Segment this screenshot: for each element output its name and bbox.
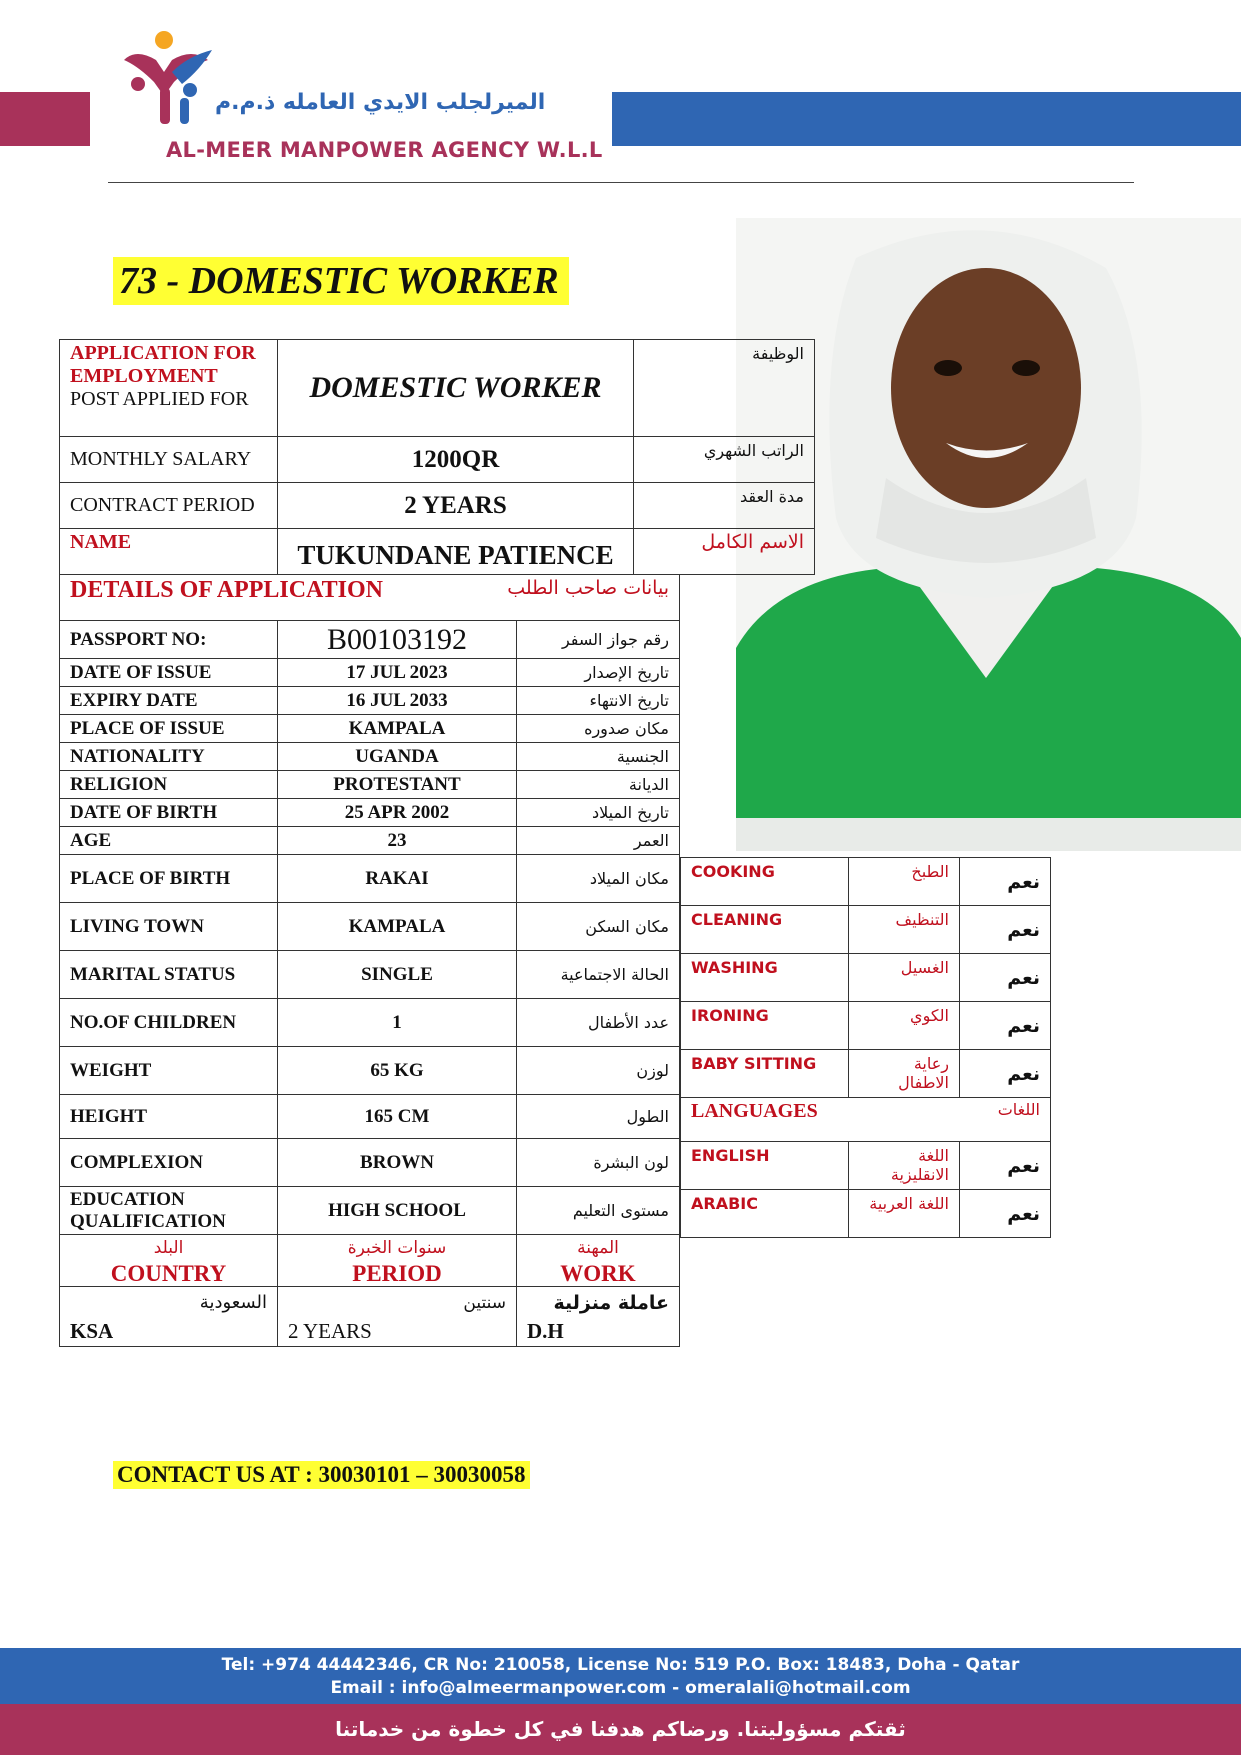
period-value: 2 YEARS bbox=[288, 1318, 372, 1343]
header-divider bbox=[108, 182, 1134, 183]
country-value-arabic: السعودية bbox=[199, 1291, 267, 1313]
details-value: B00103192 bbox=[278, 621, 517, 659]
skill-row bbox=[681, 1142, 1051, 1190]
skill-yes-value: نعم bbox=[960, 906, 1051, 954]
details-arabic-label: مكان السكن bbox=[517, 903, 680, 951]
details-label: PASSPORT NO: bbox=[60, 621, 278, 659]
details-arabic-label: الطول bbox=[517, 1095, 680, 1139]
post-arabic-label: الوظيفة bbox=[634, 340, 815, 437]
details-row bbox=[60, 1047, 680, 1095]
details-label: DATE OF ISSUE bbox=[60, 659, 278, 687]
languages-rows bbox=[681, 1142, 1051, 1238]
details-label: NATIONALITY bbox=[60, 743, 278, 771]
post-label-cell bbox=[60, 340, 278, 437]
details-row bbox=[60, 687, 680, 715]
work-header-arabic: المهنة bbox=[577, 1237, 619, 1258]
footer-info bbox=[0, 1648, 1241, 1704]
details-row bbox=[60, 855, 680, 903]
languages-header-row bbox=[681, 1098, 1051, 1142]
details-label: PLACE OF BIRTH bbox=[60, 855, 278, 903]
details-label: HEIGHT bbox=[60, 1095, 278, 1139]
page-title: 73 - DOMESTIC WORKER bbox=[113, 257, 569, 305]
details-label: EDUCATION QUALIFICATION bbox=[60, 1187, 278, 1235]
details-value: SINGLE bbox=[278, 951, 517, 999]
details-label: RELIGION bbox=[60, 771, 278, 799]
skill-row bbox=[681, 906, 1051, 954]
skill-row bbox=[681, 1190, 1051, 1238]
skill-label: IRONING bbox=[681, 1002, 849, 1050]
footer-slogan: ثقتكم مسؤوليتنا. ورضاكم هدفنا في كل خطوة من خدماتنا bbox=[0, 1704, 1241, 1755]
contact-line: CONTACT US AT : 30030101 – 30030058 bbox=[113, 1461, 530, 1489]
details-heading: DETAILS OF APPLICATION bbox=[70, 577, 383, 603]
name-arabic-label: الاسم الكامل bbox=[634, 529, 815, 575]
details-value: 17 JUL 2023 bbox=[278, 659, 517, 687]
salary-arabic-label: الراتب الشهري bbox=[634, 437, 815, 483]
experience-header-row bbox=[60, 1235, 680, 1287]
details-rows bbox=[60, 621, 680, 1235]
skill-label: BABY SITTING bbox=[681, 1050, 849, 1098]
header-bar-left bbox=[0, 92, 90, 146]
period-value-arabic: سنتين bbox=[463, 1292, 506, 1313]
details-arabic-label: الجنسية bbox=[517, 743, 680, 771]
contract-row bbox=[60, 483, 815, 529]
skill-label: WASHING bbox=[681, 954, 849, 1002]
skill-arabic-label: رعاية الاطفال bbox=[849, 1050, 960, 1098]
skill-arabic-label: اللغة الانقليزية bbox=[849, 1142, 960, 1190]
post-value: DOMESTIC WORKER bbox=[278, 340, 634, 437]
skill-yes-value: نعم bbox=[960, 1142, 1051, 1190]
period-value-cell bbox=[278, 1287, 517, 1347]
company-name-english: AL-MEER MANPOWER AGENCY W.L.L bbox=[166, 138, 603, 162]
skill-arabic-label: الكوي bbox=[849, 1002, 960, 1050]
skill-label: ARABIC bbox=[681, 1190, 849, 1238]
name-row bbox=[60, 529, 815, 575]
languages-arabic-label: اللغات bbox=[997, 1100, 1040, 1119]
skill-row bbox=[681, 858, 1051, 906]
skill-label: ENGLISH bbox=[681, 1142, 849, 1190]
details-label: EXPIRY DATE bbox=[60, 687, 278, 715]
details-value: KAMPALA bbox=[278, 715, 517, 743]
skill-yes-value: نعم bbox=[960, 858, 1051, 906]
salary-value: 1200QR bbox=[278, 437, 634, 483]
name-label: NAME bbox=[60, 529, 278, 575]
details-heading-row bbox=[60, 575, 680, 621]
details-value: 25 APR 2002 bbox=[278, 799, 517, 827]
details-value: 65 KG bbox=[278, 1047, 517, 1095]
name-value: TUKUNDANE PATIENCE bbox=[278, 529, 634, 575]
period-header-arabic: سنوات الخبرة bbox=[347, 1237, 447, 1258]
skill-arabic-label: الطبخ bbox=[849, 858, 960, 906]
details-label: AGE bbox=[60, 827, 278, 855]
details-label: PLACE OF ISSUE bbox=[60, 715, 278, 743]
details-row bbox=[60, 621, 680, 659]
country-header: COUNTRY bbox=[110, 1260, 227, 1286]
salary-row bbox=[60, 437, 815, 483]
header-bar-right bbox=[612, 92, 1241, 146]
work-value-cell bbox=[517, 1287, 680, 1347]
details-value: 16 JUL 2033 bbox=[278, 687, 517, 715]
details-row bbox=[60, 799, 680, 827]
application-table bbox=[59, 339, 815, 575]
details-row bbox=[60, 1095, 680, 1139]
country-value-cell bbox=[60, 1287, 278, 1347]
skill-yes-value: نعم bbox=[960, 954, 1051, 1002]
details-row bbox=[60, 999, 680, 1047]
details-row bbox=[60, 1187, 680, 1235]
details-arabic-label: مكان صدوره bbox=[517, 715, 680, 743]
application-for-employment-label: APPLICATION FOR EMPLOYMENT bbox=[70, 342, 256, 387]
details-heading-arabic: بيانات صاحب الطلب bbox=[507, 577, 669, 599]
country-header-cell bbox=[60, 1235, 278, 1287]
details-label: MARITAL STATUS bbox=[60, 951, 278, 999]
skill-arabic-label: اللغة العربية bbox=[849, 1190, 960, 1238]
skill-arabic-label: التنظيف bbox=[849, 906, 960, 954]
salary-label: MONTHLY SALARY bbox=[60, 437, 278, 483]
company-name-arabic: الميرلجلب الايدي العامله ذ.م.م bbox=[215, 90, 546, 115]
details-arabic-label: عدد الأطفال bbox=[517, 999, 680, 1047]
details-label: LIVING TOWN bbox=[60, 903, 278, 951]
details-table bbox=[59, 574, 680, 1347]
details-value: RAKAI bbox=[278, 855, 517, 903]
details-row bbox=[60, 659, 680, 687]
details-label: COMPLEXION bbox=[60, 1139, 278, 1187]
details-row bbox=[60, 715, 680, 743]
details-arabic-label: مستوى التعليم bbox=[517, 1187, 680, 1235]
details-arabic-label: مكان الميلاد bbox=[517, 855, 680, 903]
details-value: BROWN bbox=[278, 1139, 517, 1187]
skill-yes-value: نعم bbox=[960, 1190, 1051, 1238]
details-value: 165 CM bbox=[278, 1095, 517, 1139]
skill-arabic-label: الغسيل bbox=[849, 954, 960, 1002]
skills-rows bbox=[681, 858, 1051, 1098]
details-value: UGANDA bbox=[278, 743, 517, 771]
details-row bbox=[60, 771, 680, 799]
details-value: 1 bbox=[278, 999, 517, 1047]
period-header: PERIOD bbox=[352, 1260, 442, 1286]
languages-label: LANGUAGES bbox=[691, 1100, 818, 1122]
skill-yes-value: نعم bbox=[960, 1002, 1051, 1050]
details-arabic-label: الحالة الاجتماعية bbox=[517, 951, 680, 999]
work-value-arabic: عاملة منزلية bbox=[553, 1291, 669, 1314]
details-arabic-label: رقم جواز السفر bbox=[517, 621, 680, 659]
skills-table bbox=[680, 857, 1051, 1238]
contract-value: 2 YEARS bbox=[278, 483, 634, 529]
details-value: KAMPALA bbox=[278, 903, 517, 951]
contract-arabic-label: مدة العقد bbox=[634, 483, 815, 529]
skill-row bbox=[681, 954, 1051, 1002]
work-header: WORK bbox=[560, 1260, 636, 1286]
details-heading-cell bbox=[60, 575, 680, 621]
experience-row bbox=[60, 1287, 680, 1347]
skill-label: CLEANING bbox=[681, 906, 849, 954]
work-header-cell bbox=[517, 1235, 680, 1287]
skill-yes-value: نعم bbox=[960, 1050, 1051, 1098]
details-label: DATE OF BIRTH bbox=[60, 799, 278, 827]
details-arabic-label: تاريخ الانتهاء bbox=[517, 687, 680, 715]
details-row bbox=[60, 827, 680, 855]
details-label: NO.OF CHILDREN bbox=[60, 999, 278, 1047]
details-arabic-label: لون البشرة bbox=[517, 1139, 680, 1187]
details-arabic-label: لوزن bbox=[517, 1047, 680, 1095]
details-arabic-label: تاريخ الميلاد bbox=[517, 799, 680, 827]
footer-email-line: Email : info@almeermanpower.com - omeralali@hotmail.com bbox=[330, 1678, 911, 1698]
post-row bbox=[60, 340, 815, 437]
details-row bbox=[60, 743, 680, 771]
details-arabic-label: العمر bbox=[517, 827, 680, 855]
details-row bbox=[60, 1139, 680, 1187]
details-row bbox=[60, 951, 680, 999]
post-applied-for-label: POST APPLIED FOR bbox=[70, 388, 249, 410]
skill-row bbox=[681, 1002, 1051, 1050]
details-value: HIGH SCHOOL bbox=[278, 1187, 517, 1235]
footer-tel-line: Tel: +974 44442346, CR No: 210058, License No: 519 P.O. Box: 18483, Doha - Qatar bbox=[221, 1655, 1020, 1675]
country-header-arabic: البلد bbox=[153, 1237, 184, 1258]
skill-row bbox=[681, 1050, 1051, 1098]
contract-label: CONTRACT PERIOD bbox=[60, 483, 278, 529]
details-arabic-label: الديانة bbox=[517, 771, 680, 799]
details-arabic-label: تاريخ الإصدار bbox=[517, 659, 680, 687]
details-label: WEIGHT bbox=[60, 1047, 278, 1095]
country-value: KSA bbox=[70, 1318, 114, 1343]
languages-header-cell bbox=[681, 1098, 1051, 1142]
period-header-cell bbox=[278, 1235, 517, 1287]
details-value: PROTESTANT bbox=[278, 771, 517, 799]
details-row bbox=[60, 903, 680, 951]
skill-label: COOKING bbox=[681, 858, 849, 906]
work-value: D.H bbox=[527, 1318, 564, 1343]
details-value: 23 bbox=[278, 827, 517, 855]
